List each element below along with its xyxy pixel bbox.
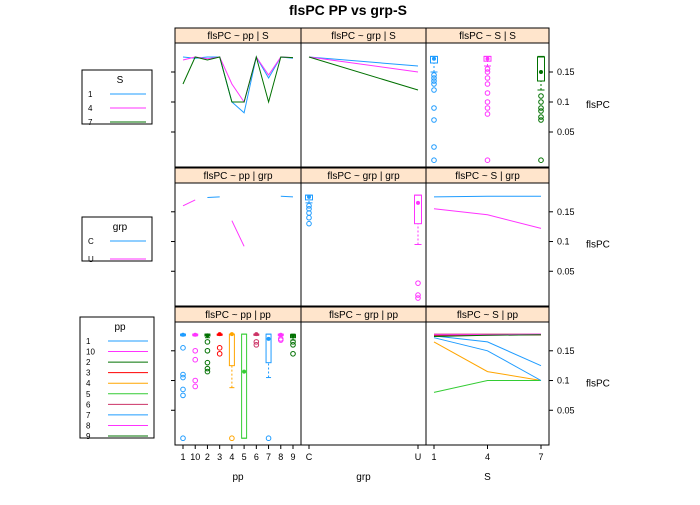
x-tick-label: U [414,452,422,462]
box-outlier-point [432,106,437,111]
legend-pp [80,317,154,441]
x-tick-label: 4 [229,452,235,462]
box-outlier-point [217,346,222,351]
box-outlier-point [432,82,437,87]
legend-key-label: 1 [88,90,93,99]
box-median-dot [205,333,209,337]
box-outlier-point [485,100,490,105]
box-outlier-point [416,281,421,286]
panel-strip-label: flsPC ~ pp | S [207,31,269,42]
legend-key-label: 4 [86,379,91,389]
panel-strip-label: flsPC ~ S | S [459,31,516,42]
box-outlier-point [181,375,186,380]
y-tick-label: 0.1 [557,375,570,386]
y-tick-label: 0.05 [557,405,575,416]
x-tick-label: 6 [253,452,259,462]
legend-key-label: 4 [88,104,93,113]
legend-key-label: 7 [88,118,93,127]
panel-strip-label: flsPC ~ S | grp [455,171,520,182]
box-outlier-point [181,387,186,392]
box-outlier-point [193,384,198,389]
box-outlier-point [539,109,544,114]
box-outlier-point [485,112,490,117]
box-outlier-point [539,100,544,105]
box-median-dot [486,57,490,61]
panel-flspc-grp-grp [301,168,426,306]
box-outlier-point [485,106,490,111]
panel-flspc-s-pp [426,307,549,445]
panel-strip-label: flsPC ~ grp | grp [327,171,400,182]
box-outlier-point [432,118,437,123]
legend-frame [80,317,154,438]
legend-title: pp [114,322,126,333]
x-tick-label: 1 [431,452,437,462]
legend-key-label: 8 [86,421,91,431]
box-median-dot [432,57,436,61]
legend-key-label: 1 [86,337,91,346]
box-outlier-point [485,82,490,87]
panel-flspc-pp-s [175,28,301,167]
y-axis-label: flsPC [586,378,610,390]
legend-S [82,70,152,127]
box-outlier-point [539,158,544,163]
box-outlier-point [416,296,421,301]
box-outlier-point [432,88,437,93]
panel-flspc-pp-grp [175,168,301,306]
box-median-dot [218,332,222,336]
y-tick-label: 0.15 [557,345,575,356]
series-line-4 [434,342,541,381]
series-line-U [183,200,244,246]
y-axis-label: flsPC [586,239,610,251]
box-outlier-point [485,158,490,163]
box-outlier-point [181,436,186,441]
panel-flspc-s-s [426,28,549,167]
box-median-dot [291,334,295,338]
axis-annotations [171,67,610,483]
box-median-dot [254,332,258,336]
legend-key-label: C [88,237,94,246]
box-outlier-point [205,369,210,374]
series-line-5 [434,381,541,393]
panel-strip-label: flsPC ~ pp | grp [203,171,273,182]
box-outlier-point [193,348,198,353]
box-outlier-point [291,343,296,348]
panel-strip-label: flsPC ~ S | pp [456,310,519,321]
box-outlier-point [307,221,312,226]
box-outlier-point [205,360,210,365]
series-line-U [434,209,541,229]
panel-flspc-pp-pp [175,307,301,445]
box-outlier-point [485,70,490,75]
panel-flspc-grp-pp [301,307,426,445]
box-body-5 [242,334,247,438]
series-line-C [434,196,541,197]
box-median-dot [307,195,311,199]
box-outlier-point [539,94,544,99]
panel-frame [175,183,301,306]
box-median-dot [230,332,234,336]
x-tick-label: 10 [190,452,201,462]
legend-key-label: 9 [86,432,91,441]
series-line-4 [183,57,293,102]
box-outlier-point [266,436,271,441]
x-tick-label: 9 [290,452,296,462]
box-outlier-point [485,91,490,96]
box-median-dot [539,70,543,74]
legend-key-label: U [88,255,94,264]
box-outlier-point [205,348,210,353]
y-tick-label: 0.15 [557,206,575,217]
box-outlier-point [432,145,437,150]
panel-grid [175,28,549,445]
box-outlier-point [217,351,222,356]
panel-frame [426,183,549,306]
y-tick-label: 0.15 [557,67,575,77]
y-tick-label: 0.1 [557,236,570,247]
panel-strip-label: flsPC ~ pp | pp [205,310,271,321]
y-tick-label: 0.1 [557,97,570,107]
legend-key-label: 5 [86,389,91,399]
box-outlier-point [193,357,198,362]
legend-grp [82,217,152,264]
chart-title: flsPC PP vs grp-S [288,2,408,18]
box-median-dot [193,333,197,337]
box-outlier-point [181,346,186,351]
box-outlier-point [432,158,437,163]
box-median-dot [181,333,185,337]
legend-key-label: 3 [86,368,91,378]
box-body-U [415,195,422,224]
y-tick-label: 0.05 [557,127,575,137]
legend-title: S [116,75,124,86]
x-tick-label: 8 [278,452,284,462]
box-body-4 [229,334,234,366]
box-outlier-point [205,340,210,345]
x-tick-label: 5 [241,452,247,462]
x-tick-label: 3 [217,452,223,462]
panel-frame [301,322,426,445]
y-tick-label: 0.05 [557,266,575,277]
x-axis-label-grp: grp [356,472,371,483]
legend-key-label: 2 [86,358,91,368]
box-median-dot [242,370,246,374]
x-tick-label: 1 [180,452,186,462]
x-axis-label-pp: pp [232,472,244,483]
x-tick-label: 4 [484,452,491,462]
x-tick-label: 7 [266,452,272,462]
panel-frame [175,43,301,167]
x-axis-label-S: S [484,472,491,483]
x-tick-label: C [305,452,313,462]
x-tick-label: 2 [204,452,210,462]
series-line-C [207,196,293,197]
box-outlier-point [539,118,544,123]
panel-strip-label: flsPC ~ grp | pp [328,310,399,321]
box-median-dot [416,201,420,205]
box-outlier-point [485,76,490,81]
box-outlier-point [254,343,259,348]
x-tick-label: 7 [538,452,544,462]
box-outlier-point [307,215,312,220]
box-outlier-point [291,351,296,356]
box-median-dot [267,337,271,341]
y-axis-label: flsPC [586,100,610,111]
box-outlier-point [193,378,198,383]
panel-flspc-s-grp [426,168,549,306]
box-body-7 [538,57,545,81]
legend-column [80,70,154,441]
panel-strip-label: flsPC ~ grp | S [331,31,396,42]
panel-flspc-grp-s [301,28,426,167]
legend-key-label: 7 [86,410,91,420]
box-outlier-point [181,393,186,398]
legend-title: grp [112,222,128,233]
series-line-1 [183,57,293,113]
legend-key-label: 6 [86,400,91,410]
panel-frame [301,183,426,306]
box-outlier-point [230,436,235,441]
legend-key-label: 10 [86,347,95,357]
